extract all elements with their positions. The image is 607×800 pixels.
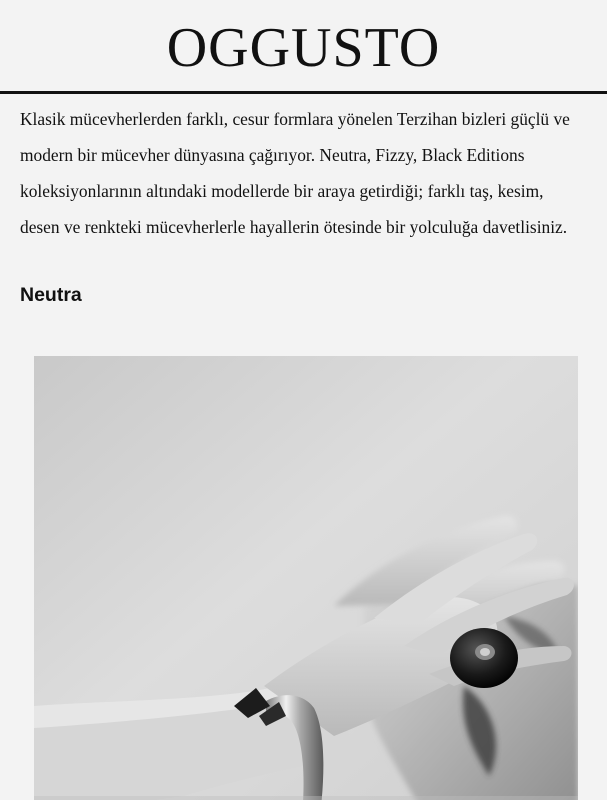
site-header [0, 0, 607, 94]
article-body [0, 101, 607, 307]
article-intro-paragraph: Klasik mücevherlerden farklı, cesur formlara yönelen Terzihan bizleri güçlü ve modern bir mücevher dünyasına çağırıyor. Neutra, Fizzy, Black Editions koleksiyonlarının altındaki modellerde bir araya getirdiği; farklı taş, kesim, desen ve renkteki mücevherlerle hayallerin ötesinde bir yolculuğa davetlisiniz. [20, 109, 570, 237]
site-logo[interactable]: OGGUSTO [166, 16, 441, 79]
neutra-jewelry-photo [34, 356, 578, 800]
jewelry-photo-illustration [34, 356, 578, 800]
section-heading-neutra: Neutra [20, 284, 82, 306]
